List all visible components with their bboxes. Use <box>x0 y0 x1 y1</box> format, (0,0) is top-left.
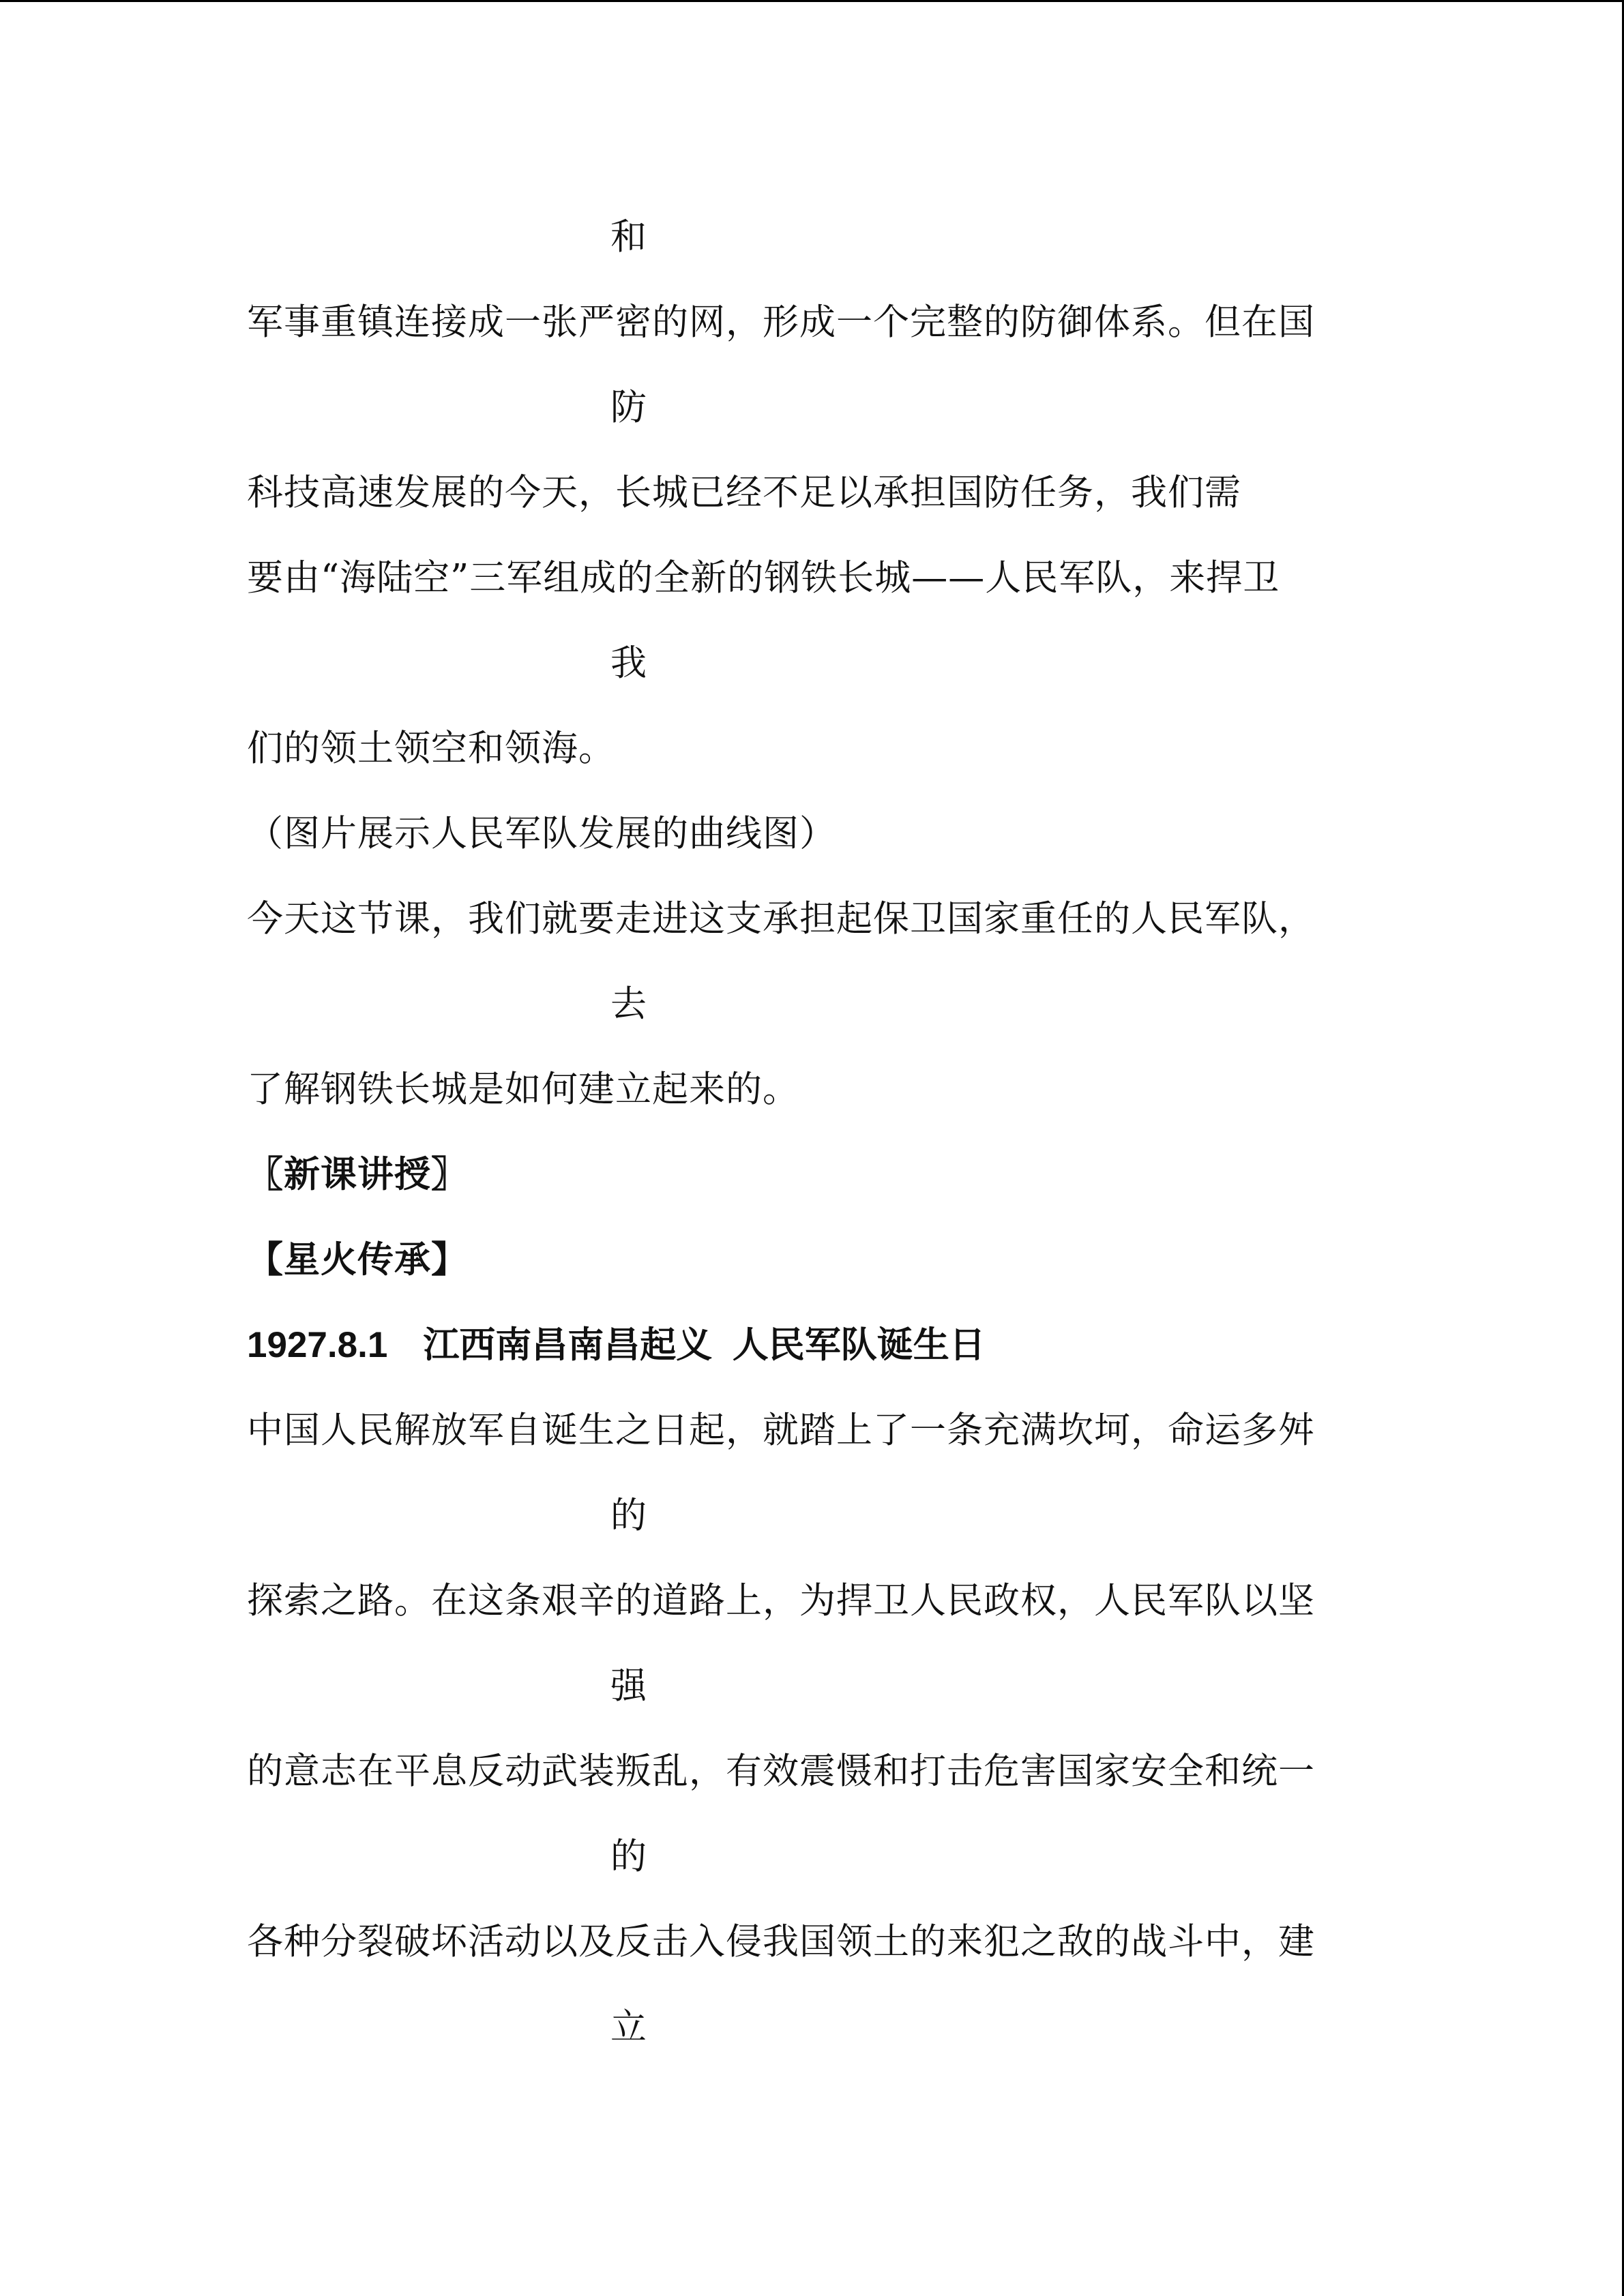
text-line: 各种分裂破坏活动以及反击入侵我国领土的来犯之敌的战斗中，建 <box>247 1921 1315 1963</box>
text-line: 的意志在平息反动武装叛乱，有效震慑和打击危害国家安全和统一 <box>247 1750 1315 1792</box>
text-line: 要由“海陆空”三军组成的全新的钢铁长城——人民军队，来捍卫 <box>247 557 1280 599</box>
section-heading-new-lesson: 〖新课讲授〗 <box>247 1154 468 1195</box>
text-line: 强 <box>610 1665 647 1707</box>
text-line: 军事重镇连接成一张严密的网，形成一个完整的防御体系。但在国 <box>247 301 1315 343</box>
text-line: 探索之路。在这条艰辛的道路上，为捍卫人民政权，人民军队以坚 <box>247 1580 1315 1622</box>
text-line: 去 <box>610 983 647 1025</box>
text-line: 立 <box>610 2006 647 2048</box>
event-heading <box>247 1321 1379 1370</box>
text-line: 科技高速发展的今天，长城已经不足以承担国防任务，我们需 <box>247 472 1241 513</box>
event-date: 1927.8.1 <box>247 1325 388 1365</box>
text-line: 和 <box>610 216 647 258</box>
text-line: 们的领土领空和领海。 <box>247 728 615 769</box>
text-line: 的 <box>610 1836 647 1877</box>
text-line: 今天这节课，我们就要走进这支承担起保卫国家重任的人民军队， <box>247 898 1315 940</box>
text-line: 的 <box>610 1495 647 1536</box>
text-line: 中国人民解放军自诞生之日起，就踏上了一条充满坎坷，命运多舛 <box>247 1410 1315 1451</box>
text-line: 我 <box>610 642 647 684</box>
event-title: 江西南昌南昌起义 人民军队诞生日 <box>423 1325 986 1365</box>
text-line: 防 <box>610 387 647 428</box>
page-top-border <box>0 0 1624 2</box>
section-heading-spark: 【星火传承】 <box>247 1240 468 1280</box>
text-line: 了解钢铁长城是如何建立起来的。 <box>247 1069 799 1110</box>
text-line: （图片展示人民军队发展的曲线图） <box>247 813 836 854</box>
